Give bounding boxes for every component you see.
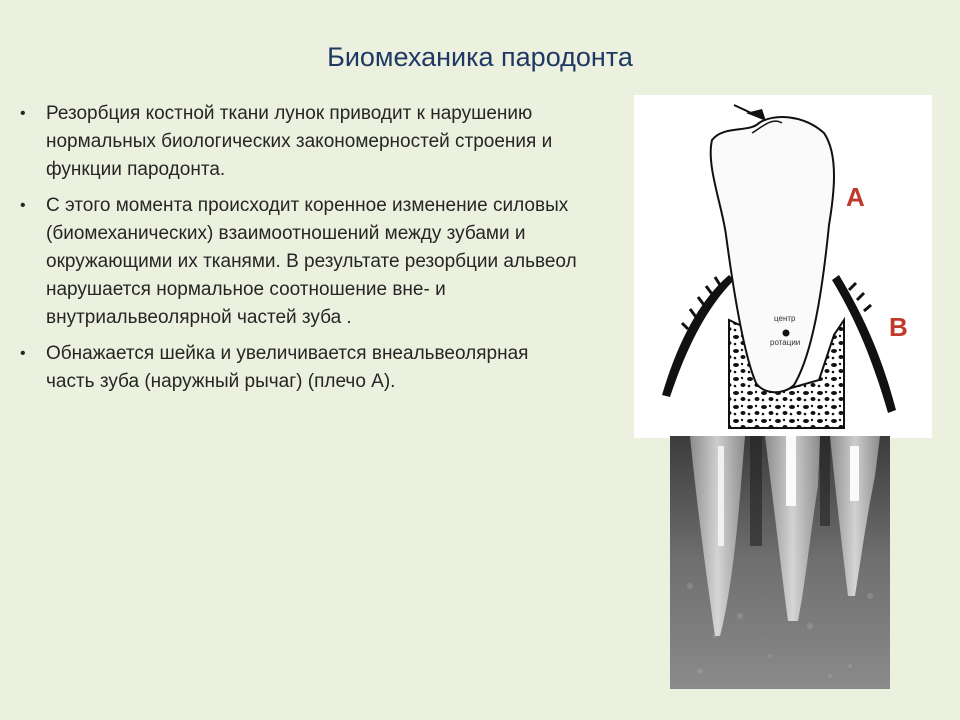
bullet-list [18, 100, 578, 404]
center-label-2: ротации [770, 338, 801, 347]
bullet-item [18, 100, 578, 184]
bullet-text: Резорбция костной ткани лунок приводит к нарушению нормальных биологических закономерностей строения и функции пародонта. [46, 103, 553, 180]
bullet-dot: • [20, 105, 26, 122]
bullet-text: С этого момента происходит коренное изменение силовых (биомеханических) взаимоотношений между зубами и окружающими их тканями. В результате резорбции альвеол нарушается нормальное соотношение вне- и внутриальвеолярной частей зуба . [46, 195, 577, 328]
xray-image [670, 436, 890, 689]
tooth-diagram [634, 95, 932, 438]
center-label-1: центр [774, 314, 796, 323]
label-b: B [889, 312, 908, 342]
slide-title: Биомеханика пародонта [327, 42, 633, 72]
bullet-item [18, 192, 578, 332]
label-a: A [846, 182, 865, 212]
bullet-text: Обнажается шейка и увеличивается внеальвеолярная часть зуба (наружный рычаг) (плечо А). [46, 343, 529, 392]
bullet-dot: • [20, 197, 26, 214]
bullet-item [18, 340, 578, 396]
bullet-dot: • [20, 345, 26, 362]
